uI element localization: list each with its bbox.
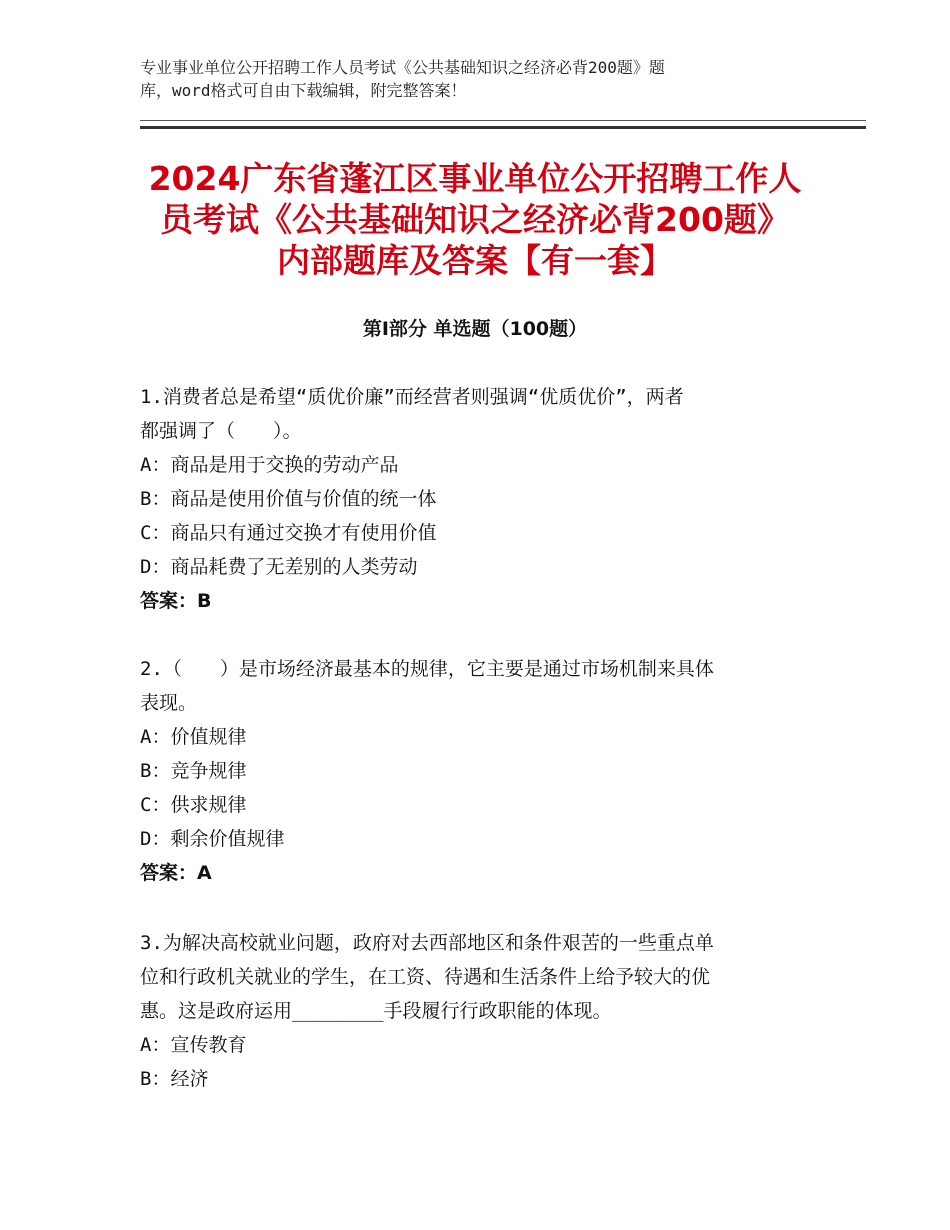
answer: 答案：B — [140, 590, 212, 612]
question-stem-line: 表现。 — [140, 692, 198, 714]
question-1 — [140, 380, 805, 618]
title-line: 员考试《公共基础知识之经济必背200题》 — [160, 200, 790, 239]
question-2 — [140, 652, 805, 890]
title-line: 2024广东省蓬江区事业单位公开招聘工作人 — [148, 159, 802, 198]
question-3 — [140, 926, 805, 1096]
header-note — [140, 56, 780, 102]
option-d: D：商品耗费了无差别的人类劳动 — [140, 556, 418, 578]
question-stem-line: 惠。这是政府运用________手段履行行政职能的体现。 — [140, 1000, 612, 1022]
answer: 答案：A — [140, 862, 212, 884]
option-b: B：经济 — [140, 1068, 209, 1090]
option-b: B：商品是使用价值与价值的统一体 — [140, 488, 437, 510]
option-d: D：剩余价值规律 — [140, 828, 285, 850]
document-title — [100, 158, 850, 281]
option-c: C：商品只有通过交换才有使用价值 — [140, 522, 437, 544]
title-line: 内部题库及答案【有一套】 — [277, 241, 673, 280]
option-c: C：供求规律 — [140, 794, 247, 816]
option-b: B：竞争规律 — [140, 760, 247, 782]
question-stem-line: 都强调了（ ）。 — [140, 420, 302, 442]
question-stem-line: 位和行政机关就业的学生，在工资、待遇和生活条件上给予较大的优 — [140, 966, 711, 988]
question-stem-line: 3.为解决高校就业问题，政府对去西部地区和条件艰苦的一些重点单 — [140, 932, 714, 954]
option-a: A：商品是用于交换的劳动产品 — [140, 454, 399, 476]
header-note-line: 专业事业单位公开招聘工作人员考试《公共基础知识之经济必背200题》题 — [140, 58, 665, 77]
option-a: A：宣传教育 — [140, 1034, 247, 1056]
header-note-line: 库，word格式可自由下载编辑，附完整答案！ — [140, 81, 467, 100]
section-title: 第Ⅰ部分 单选题（100题） — [362, 318, 588, 340]
question-stem-line: 1.消费者总是希望“质优价廉”而经营者则强调“优质优价”，两者 — [140, 386, 684, 408]
option-a: A：价值规律 — [140, 726, 247, 748]
question-stem-line: 2.（ ）是市场经济最基本的规律，它主要是通过市场机制来具体 — [140, 658, 714, 680]
header-divider — [140, 120, 866, 129]
